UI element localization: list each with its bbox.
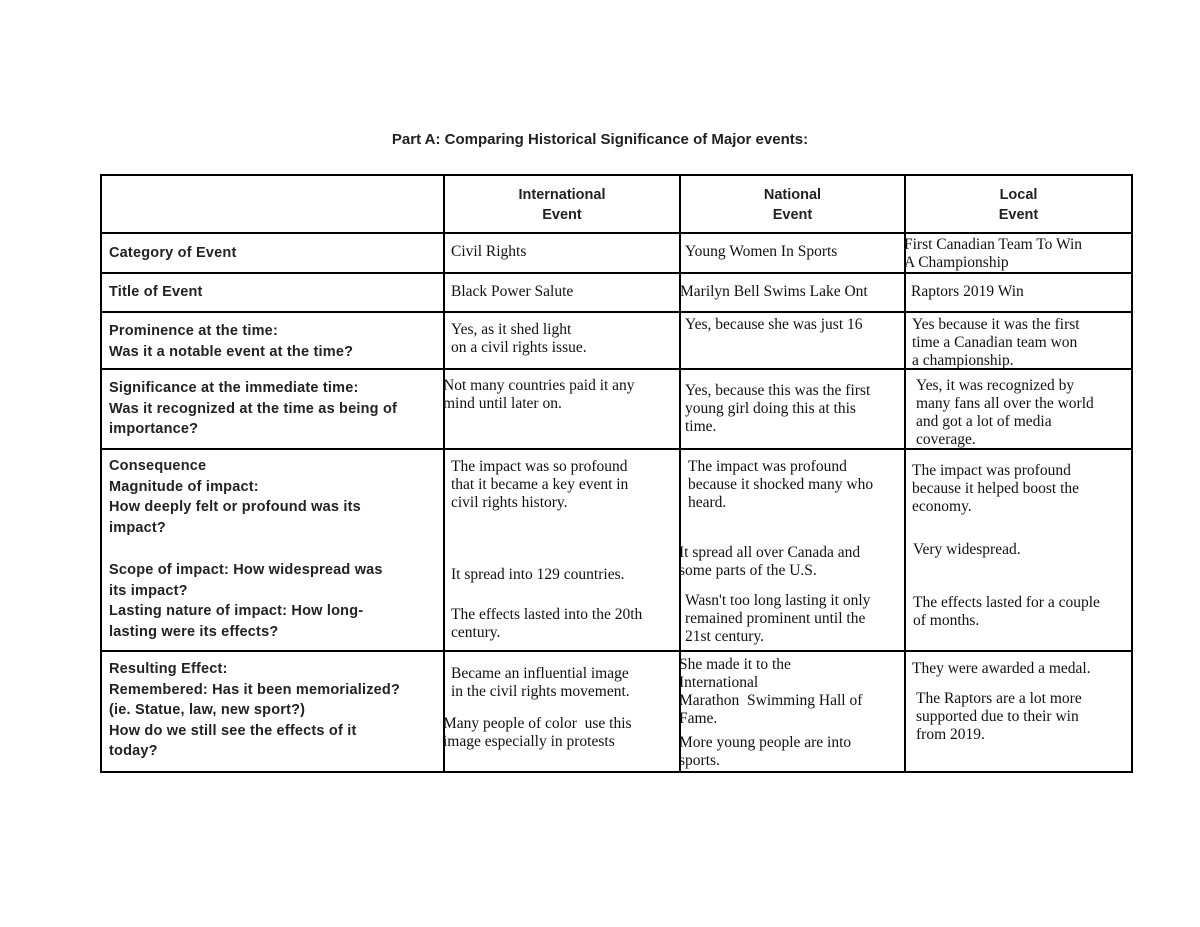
row-label-cell [101, 273, 444, 312]
row-label-cell [101, 651, 444, 772]
national-resulting-2: More young people are into sports. [679, 734, 852, 769]
table-row-category [101, 233, 1132, 273]
document-title: Part A: Comparing Historical Significance of Major events: [391, 131, 809, 148]
international-significance: Not many countries paid it any mind until later on. [443, 377, 635, 412]
national-significance: Yes, because this was the first young girl doing this at this time. [685, 382, 871, 435]
national-magnitude: The impact was profound because it shocked many who heard. [688, 458, 874, 511]
cell-local [905, 449, 1132, 651]
international-scope: It spread into 129 countries. [451, 566, 625, 583]
cell-national [680, 449, 905, 651]
international-magnitude: The impact was so profound that it became a key event in civil rights history. [451, 458, 629, 511]
row-label-resulting: Resulting Effect: Remembered: Has it been memorialized? (ie. Statue, law, new sport?) How do we still see the effects of it today? [109, 661, 401, 759]
row-label-significance: Significance at the immediate time: Was it recognized at the time as being of importance? [109, 380, 398, 437]
row-label-cell [101, 233, 444, 273]
header-empty-cell [101, 175, 444, 233]
cell-local [905, 273, 1132, 312]
table-header-row [101, 175, 1132, 233]
cell-local [905, 233, 1132, 273]
international-category: Civil Rights [451, 243, 527, 260]
local-resulting-2: The Raptors are a lot more supported due to their win from 2019. [916, 690, 1082, 743]
international-resulting-1: Became an influential image in the civil rights movement. [451, 665, 630, 700]
cell-international [444, 273, 680, 312]
national-prominence: Yes, because she was just 16 [685, 316, 863, 333]
table-row-prominence [101, 312, 1132, 369]
table-row-resulting-effect [101, 651, 1132, 772]
header-national [680, 175, 905, 233]
header-local-label: Local Event [998, 187, 1039, 223]
row-label-category: Category of Event [109, 245, 237, 261]
cell-international [444, 233, 680, 273]
local-resulting-1: They were awarded a medal. [912, 660, 1091, 677]
header-international [444, 175, 680, 233]
cell-international [444, 651, 680, 772]
international-title: Black Power Salute [451, 283, 574, 300]
cell-national [680, 369, 905, 449]
row-label-cell [101, 449, 444, 651]
header-local [905, 175, 1132, 233]
row-label-scope-lasting: Scope of impact: How widespread was its impact? Lasting nature of impact: How long- lasting were its effects? [109, 562, 383, 640]
international-prominence: Yes, as it shed light on a civil rights issue. [451, 321, 587, 356]
comparison-table [100, 174, 1133, 773]
international-lasting: The effects lasted into the 20th century. [451, 606, 643, 641]
row-label-title: Title of Event [109, 284, 203, 300]
cell-local [905, 312, 1132, 369]
cell-local [905, 369, 1132, 449]
local-magnitude: The impact was profound because it helped boost the economy. [912, 462, 1080, 515]
national-category: Young Women In Sports [685, 243, 838, 260]
national-lasting: Wasn't too long lasting it only remained prominent until the 21st century. [685, 592, 871, 645]
header-national-label: National Event [763, 187, 822, 223]
row-label-magnitude: Consequence Magnitude of impact: How deeply felt or profound was its impact? [109, 458, 361, 536]
table-row-significance [101, 369, 1132, 449]
international-resulting-2: Many people of color use this image especially in protests [443, 715, 632, 750]
local-title: Raptors 2019 Win [911, 283, 1024, 300]
cell-national [680, 233, 905, 273]
cell-national [680, 273, 905, 312]
row-label-cell [101, 369, 444, 449]
row-label-prominence: Prominence at the time: Was it a notable event at the time? [109, 323, 354, 360]
local-category: First Canadian Team To Win A Championship [904, 236, 1083, 271]
local-prominence: Yes because it was the first time a Canadian team won a championship. [912, 316, 1080, 369]
national-resulting-1: She made it to the International Marathon Swimming Hall of Fame. [679, 656, 863, 727]
local-scope: Very widespread. [913, 541, 1021, 558]
cell-local [905, 651, 1132, 772]
table-row-consequence [101, 449, 1132, 651]
national-scope: It spread all over Canada and some parts of the U.S. [679, 544, 861, 579]
cell-national [680, 312, 905, 369]
local-significance: Yes, it was recognized by many fans all over the world and got a lot of media coverage. [916, 377, 1094, 448]
row-label-cell [101, 312, 444, 369]
national-title: Marilyn Bell Swims Lake Ont [680, 283, 868, 300]
table-row-title [101, 273, 1132, 312]
cell-international [444, 369, 680, 449]
local-lasting: The effects lasted for a couple of months. [913, 594, 1100, 629]
cell-international [444, 449, 680, 651]
cell-national [680, 651, 905, 772]
header-international-label: International Event [518, 187, 606, 223]
cell-international [444, 312, 680, 369]
